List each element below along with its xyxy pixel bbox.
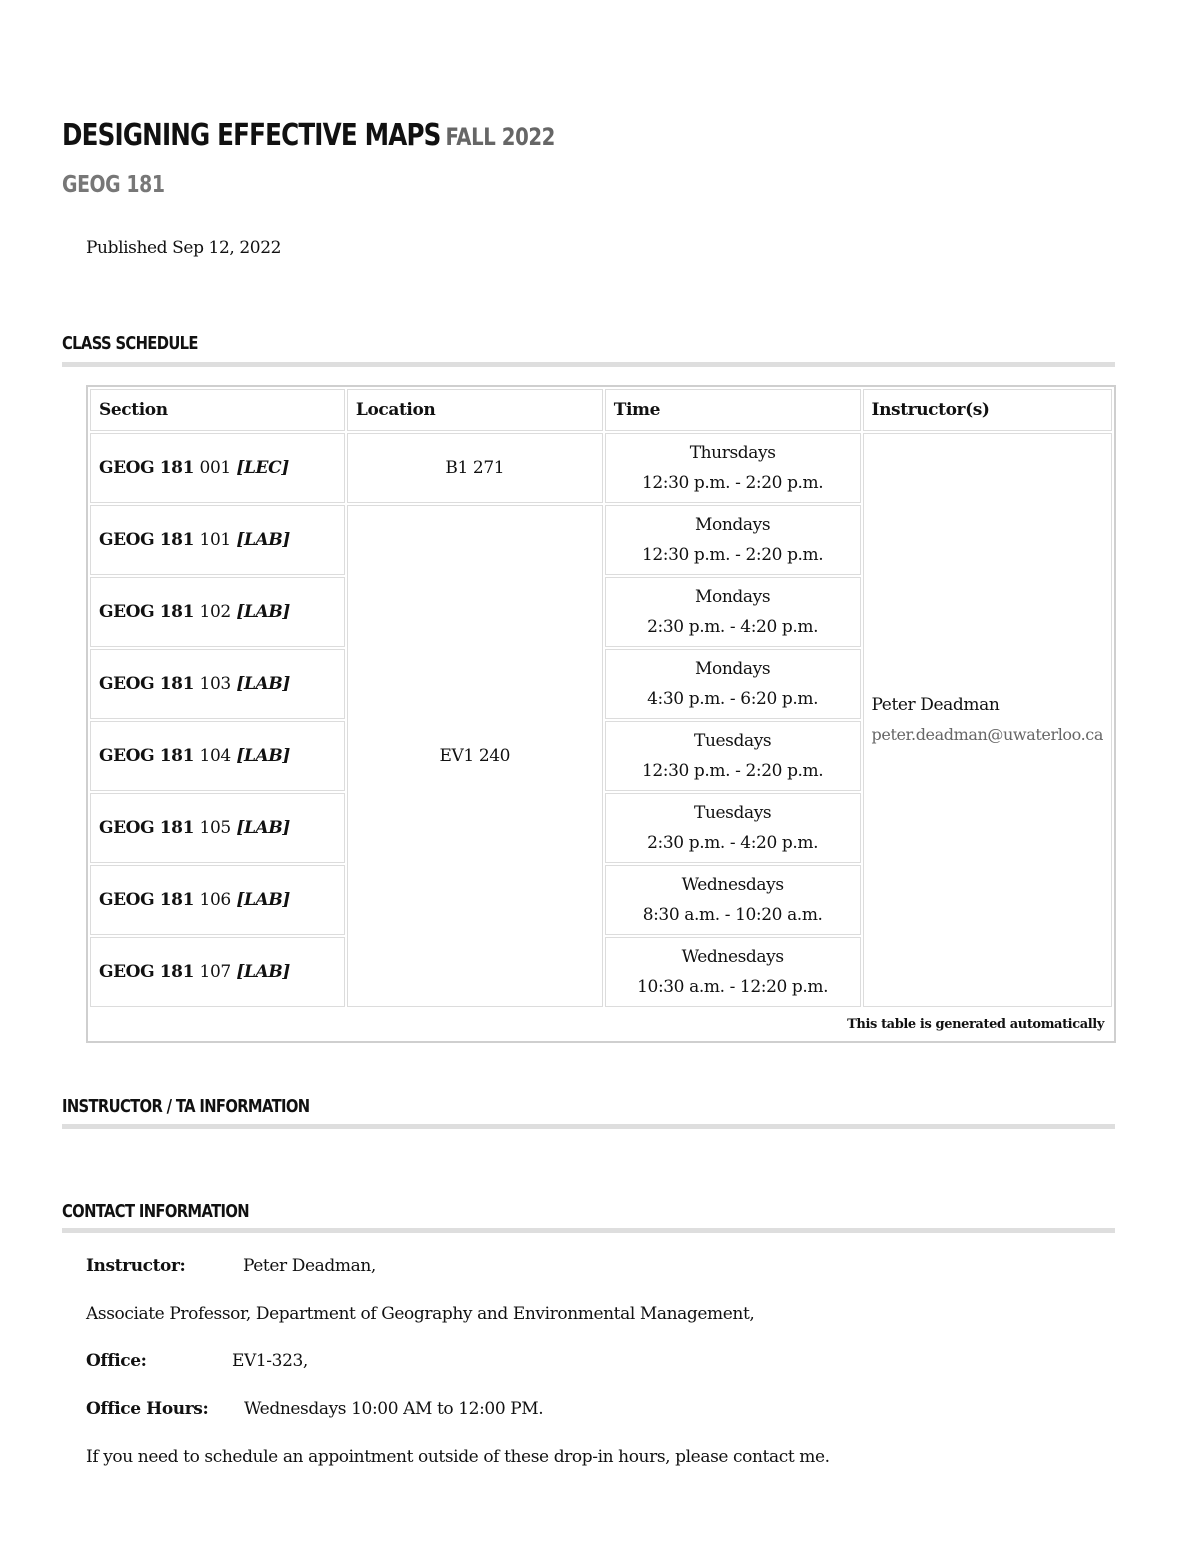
section-course: GEOG 181 (99, 818, 195, 838)
section-cell (90, 649, 345, 719)
table-header-row (90, 389, 1112, 431)
title-block (62, 118, 663, 153)
section-cell (90, 721, 345, 791)
contact-instructor-line (86, 1256, 376, 1276)
contact-position-line: Associate Professor, Department of Geography and Environmental Management, (86, 1304, 755, 1324)
column-header-time: Time (605, 389, 861, 431)
class-schedule-table (86, 385, 1116, 1043)
section-course: GEOG 181 (99, 962, 195, 982)
course-title-text: DESIGNING EFFECTIVE MAPS (62, 118, 441, 153)
section-type: [LAB] (236, 530, 290, 550)
time-range: 12:30 p.m. - 2:20 p.m. (641, 473, 824, 493)
section-divider (62, 1228, 1115, 1233)
section-number: 102 (199, 602, 231, 622)
time-day: Mondays (695, 587, 771, 607)
section-course: GEOG 181 (99, 890, 195, 910)
section-course: GEOG 181 (99, 530, 195, 550)
contact-info-heading: CONTACT INFORMATION (62, 1201, 249, 1222)
section-number: 107 (199, 962, 231, 982)
section-number: 105 (199, 818, 231, 838)
course-title (62, 118, 555, 153)
time-range: 2:30 p.m. - 4:20 p.m. (647, 617, 819, 637)
time-cell (605, 865, 861, 935)
table-footnote: This table is generated automatically (847, 1016, 1104, 1032)
column-header-section: Section (90, 389, 345, 431)
column-header-instructor: Instructor(s) (863, 389, 1112, 431)
course-code: GEOG 181 (62, 172, 165, 198)
section-cell (90, 577, 345, 647)
section-type: [LAB] (236, 602, 290, 622)
section-course: GEOG 181 (99, 674, 195, 694)
class-schedule-heading: CLASS SCHEDULE (62, 333, 198, 354)
section-cell (90, 865, 345, 935)
contact-note: If you need to schedule an appointment outside of these drop-in hours, please contact me. (86, 1447, 830, 1467)
time-day: Wednesdays (681, 875, 784, 895)
time-cell (605, 433, 861, 503)
contact-office-line (86, 1351, 308, 1371)
time-range: 2:30 p.m. - 4:20 p.m. (647, 833, 819, 853)
section-number: 106 (199, 890, 231, 910)
section-type: [LAB] (236, 674, 290, 694)
instructor-value: Peter Deadman, (243, 1256, 376, 1276)
section-number: 101 (199, 530, 231, 550)
section-number: 001 (199, 458, 231, 478)
instructor-email: peter.deadman@uwaterloo.ca (871, 725, 1103, 744)
location-cell: B1 271 (347, 433, 603, 503)
course-term: FALL 2022 (445, 123, 555, 151)
section-cell (90, 505, 345, 575)
section-type: [LAB] (236, 962, 290, 982)
time-cell (605, 793, 861, 863)
location-cell: EV1 240 (347, 505, 603, 1007)
time-day: Mondays (695, 515, 771, 535)
section-type: [LAB] (236, 818, 290, 838)
section-course: GEOG 181 (99, 458, 195, 478)
section-divider (62, 1124, 1115, 1129)
time-cell (605, 649, 861, 719)
instructor-ta-heading: INSTRUCTOR / TA INFORMATION (62, 1096, 310, 1117)
section-type: [LAB] (236, 890, 290, 910)
section-course: GEOG 181 (99, 746, 195, 766)
time-range: 10:30 a.m. - 12:20 p.m. (637, 977, 829, 997)
instructor-name: Peter Deadman (871, 695, 1000, 715)
table-footnote-row (90, 1009, 1112, 1039)
time-range: 4:30 p.m. - 6:20 p.m. (647, 689, 819, 709)
time-range: 12:30 p.m. - 2:20 p.m. (641, 761, 824, 781)
table-row (90, 433, 1112, 503)
office-label: Office: (86, 1351, 147, 1371)
office-value: EV1-323, (232, 1351, 308, 1371)
time-day: Wednesdays (681, 947, 784, 967)
time-day: Mondays (695, 659, 771, 679)
time-day: Tuesdays (694, 731, 772, 751)
section-course: GEOG 181 (99, 602, 195, 622)
time-range: 12:30 p.m. - 2:20 p.m. (641, 545, 824, 565)
time-cell (605, 937, 861, 1007)
time-cell (605, 577, 861, 647)
section-cell (90, 937, 345, 1007)
time-cell (605, 721, 861, 791)
time-day: Thursdays (689, 443, 776, 463)
section-cell (90, 793, 345, 863)
section-number: 103 (199, 674, 231, 694)
section-divider (62, 362, 1115, 367)
time-day: Tuesdays (694, 803, 772, 823)
published-date: Published Sep 12, 2022 (86, 238, 282, 258)
instructor-cell (863, 433, 1112, 1007)
time-range: 8:30 a.m. - 10:20 a.m. (642, 905, 823, 925)
office-hours-label: Office Hours: (86, 1399, 209, 1419)
office-hours-value: Wednesdays 10:00 AM to 12:00 PM. (244, 1399, 544, 1419)
section-type: [LAB] (236, 746, 290, 766)
column-header-location: Location (347, 389, 603, 431)
instructor-label: Instructor: (86, 1256, 186, 1276)
contact-hours-line (86, 1399, 544, 1419)
time-cell (605, 505, 861, 575)
section-cell (90, 433, 345, 503)
section-type: [LEC] (236, 458, 289, 478)
section-number: 104 (199, 746, 231, 766)
